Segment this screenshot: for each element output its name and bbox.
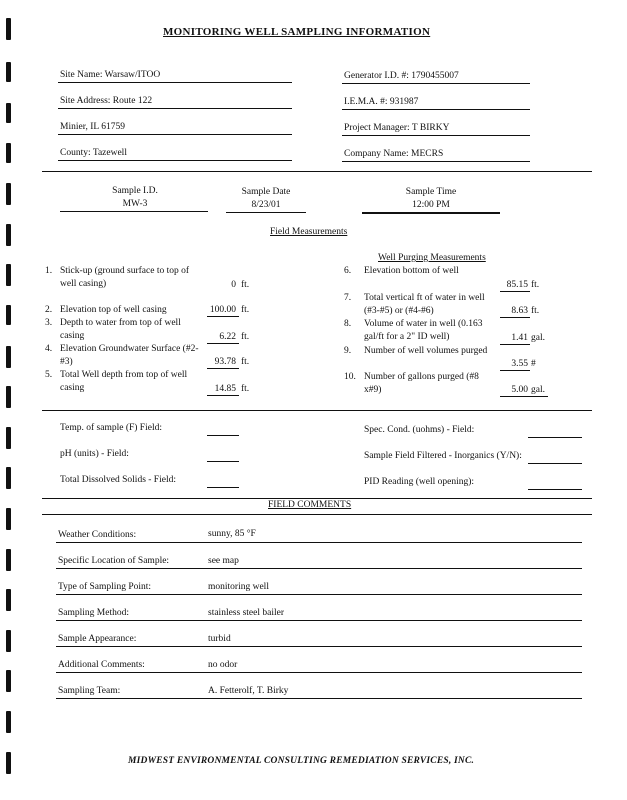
company-name: Company Name: MECRS: [344, 149, 444, 159]
generator-id: Generator I.D. #: 1790455007: [344, 71, 459, 81]
scan-mark: [6, 264, 11, 286]
site-address: Site Address: Route 122: [60, 96, 153, 106]
comment-value: no odor: [208, 660, 238, 670]
measurement-value: 93.78: [214, 357, 236, 367]
form-title: MONITORING WELL SAMPLING INFORMATION: [163, 26, 431, 38]
company-footer: MIDWEST ENVIRONMENTAL CONSULTING REMEDIATION SERVICES, INC.: [128, 756, 475, 766]
comment-label: Weather Conditions:: [58, 530, 137, 540]
scan-mark: [6, 508, 11, 530]
project-manager: Project Manager: T BIRKY: [344, 123, 450, 133]
sample-id-value: MW-3: [122, 199, 148, 209]
county: County: Tazewell: [60, 148, 127, 158]
comment-value: monitoring well: [208, 582, 269, 592]
sample-date-value: 8/23/01: [251, 200, 281, 210]
scan-mark: [6, 18, 11, 40]
city-state-zip: Minier, IL 61759: [60, 122, 125, 132]
comment-label: Sampling Method:: [58, 608, 129, 618]
field-filtered-label: Sample Field Filtered - Inorganics (Y/N):: [364, 451, 522, 461]
tds-field-label: Total Dissolved Solids - Field:: [60, 475, 176, 485]
iema-number: I.E.M.A. #: 931987: [344, 97, 419, 107]
comment-value: sunny, 85 °F: [208, 529, 256, 539]
comment-label: Sampling Team:: [58, 686, 121, 696]
sample-time-value: 12:00 PM: [412, 200, 450, 210]
scan-mark: [6, 589, 11, 611]
pid-reading-label: PID Reading (well opening):: [364, 477, 475, 487]
ph-field-label: pH (units) - Field:: [60, 449, 129, 459]
scan-mark: [6, 62, 11, 82]
comment-value: stainless steel bailer: [208, 608, 284, 618]
scan-mark: [6, 143, 11, 163]
site-name: Site Name: Warsaw/ITOO: [60, 70, 161, 80]
measurement-value: 100.00: [209, 305, 236, 315]
scan-mark: [6, 386, 11, 408]
scan-mark: [6, 183, 11, 205]
scan-mark: [6, 103, 11, 123]
scan-mark: [6, 711, 11, 733]
measurement-value: 5.00: [511, 385, 528, 395]
scan-mark: [6, 346, 11, 368]
scan-mark: [6, 752, 11, 774]
temp-field-label: Temp. of sample (F) Field:: [60, 423, 162, 433]
scan-mark: [6, 224, 11, 246]
measurement-value: 1.41: [511, 333, 528, 343]
measurement-value: 8.63: [511, 306, 528, 316]
comment-label: Additional Comments:: [58, 660, 145, 670]
measurement-value: 3.55: [511, 359, 528, 369]
comment-label: Type of Sampling Point:: [58, 582, 152, 592]
sample-date-label: Sample Date: [241, 187, 291, 197]
field-measurements-heading: Field Measurements: [270, 227, 348, 237]
comment-value: see map: [208, 556, 239, 566]
comment-value: A. Fetterolf, T. Birky: [208, 686, 289, 696]
measurement-value: 0: [231, 280, 236, 290]
well-purging-heading: Well Purging Measurements: [378, 253, 486, 263]
scan-mark: [6, 305, 11, 325]
scan-mark: [6, 670, 11, 692]
measurement-value: 14.85: [214, 384, 236, 394]
measurement-value: 85.15: [506, 280, 528, 290]
scan-mark: [6, 549, 11, 571]
scan-mark: [6, 427, 11, 449]
comment-value: turbid: [208, 634, 231, 644]
comment-label: Sample Appearance:: [58, 634, 137, 644]
comment-label: Specific Location of Sample:: [58, 556, 170, 566]
spec-cond-label: Spec. Cond. (uohms) - Field:: [364, 425, 475, 435]
measurement-value: 6.22: [219, 332, 236, 342]
scan-mark: [6, 630, 11, 652]
sample-id-label: Sample I.D.: [112, 186, 158, 196]
scan-mark: [6, 467, 11, 489]
sample-time-label: Sample Time: [405, 187, 457, 197]
field-comments-heading: FIELD COMMENTS: [268, 500, 352, 510]
